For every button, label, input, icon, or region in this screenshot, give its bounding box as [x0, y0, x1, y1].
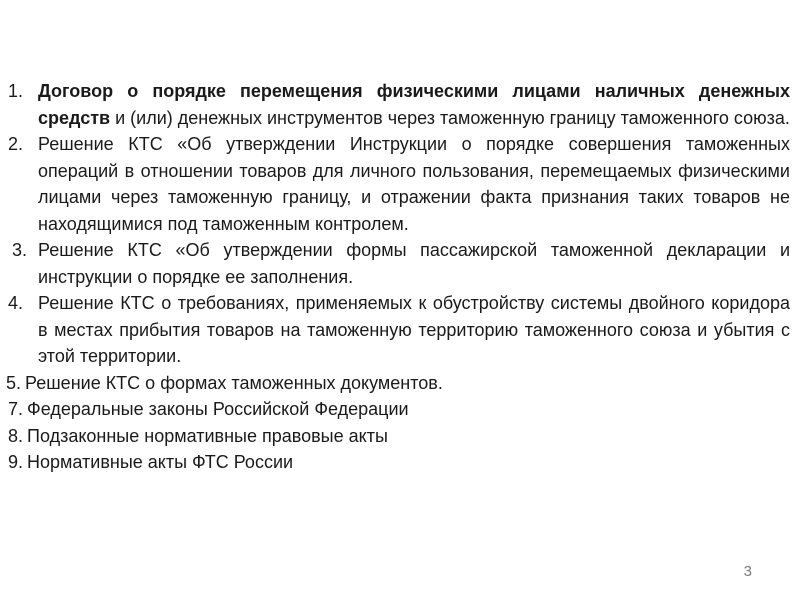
list-item-4: [0, 290, 790, 370]
list-item-3: [0, 237, 790, 290]
list-number: 7.: [8, 399, 24, 419]
list-text: Решение КТС о формах таможенных документов.: [25, 372, 443, 393]
list-item-8: [0, 423, 790, 450]
list-item-7: [0, 396, 790, 423]
list-number: 4.: [8, 293, 24, 313]
list-text: Подзаконные нормативные правовые акты: [27, 425, 388, 446]
list-number: 8.: [8, 425, 24, 446]
list-number: 3.: [12, 240, 28, 260]
list-text: Нормативные акты ФТС России: [27, 452, 294, 472]
list-item-2: [0, 131, 790, 237]
list-number: 9.: [8, 452, 24, 472]
list-item-5: [0, 370, 790, 397]
list-number: 1.: [8, 81, 24, 101]
list-text: Решение КТС «Об утверждении формы пассажирской таможенной декларации и инструкции о порядке ее заполнения.: [38, 240, 790, 287]
list-item-9: [0, 449, 790, 476]
page-number: 3: [743, 563, 752, 580]
list-text: Решение КТС о требованиях, применяемых к обустройству системы двойного коридора в местах прибытия товаров на таможенную территорию таможенного союза и убытия с этой территории.: [38, 293, 790, 366]
list-text: Федеральные законы Российской Федерации: [27, 399, 409, 419]
list-text: и (или) денежных инструментов через таможенную границу таможенного союза.: [110, 107, 790, 128]
list-number: 2.: [8, 134, 24, 154]
list-text-bold: Договор о порядке перемещения физическими лицами наличных денежных средств: [38, 81, 790, 128]
list-text: Решение КТС «Об утверждении Инструкции о порядке совершения таможенных операций в отношении товаров для личного пользования, перемещаемых физическими лицами через таможенную границу, и отражении факта признания таких товаров не находящимися под таможенным контролем.: [38, 134, 790, 234]
list-item-1: [0, 78, 790, 131]
legal-sources-list: [0, 78, 790, 476]
list-number: 5.: [6, 372, 22, 393]
